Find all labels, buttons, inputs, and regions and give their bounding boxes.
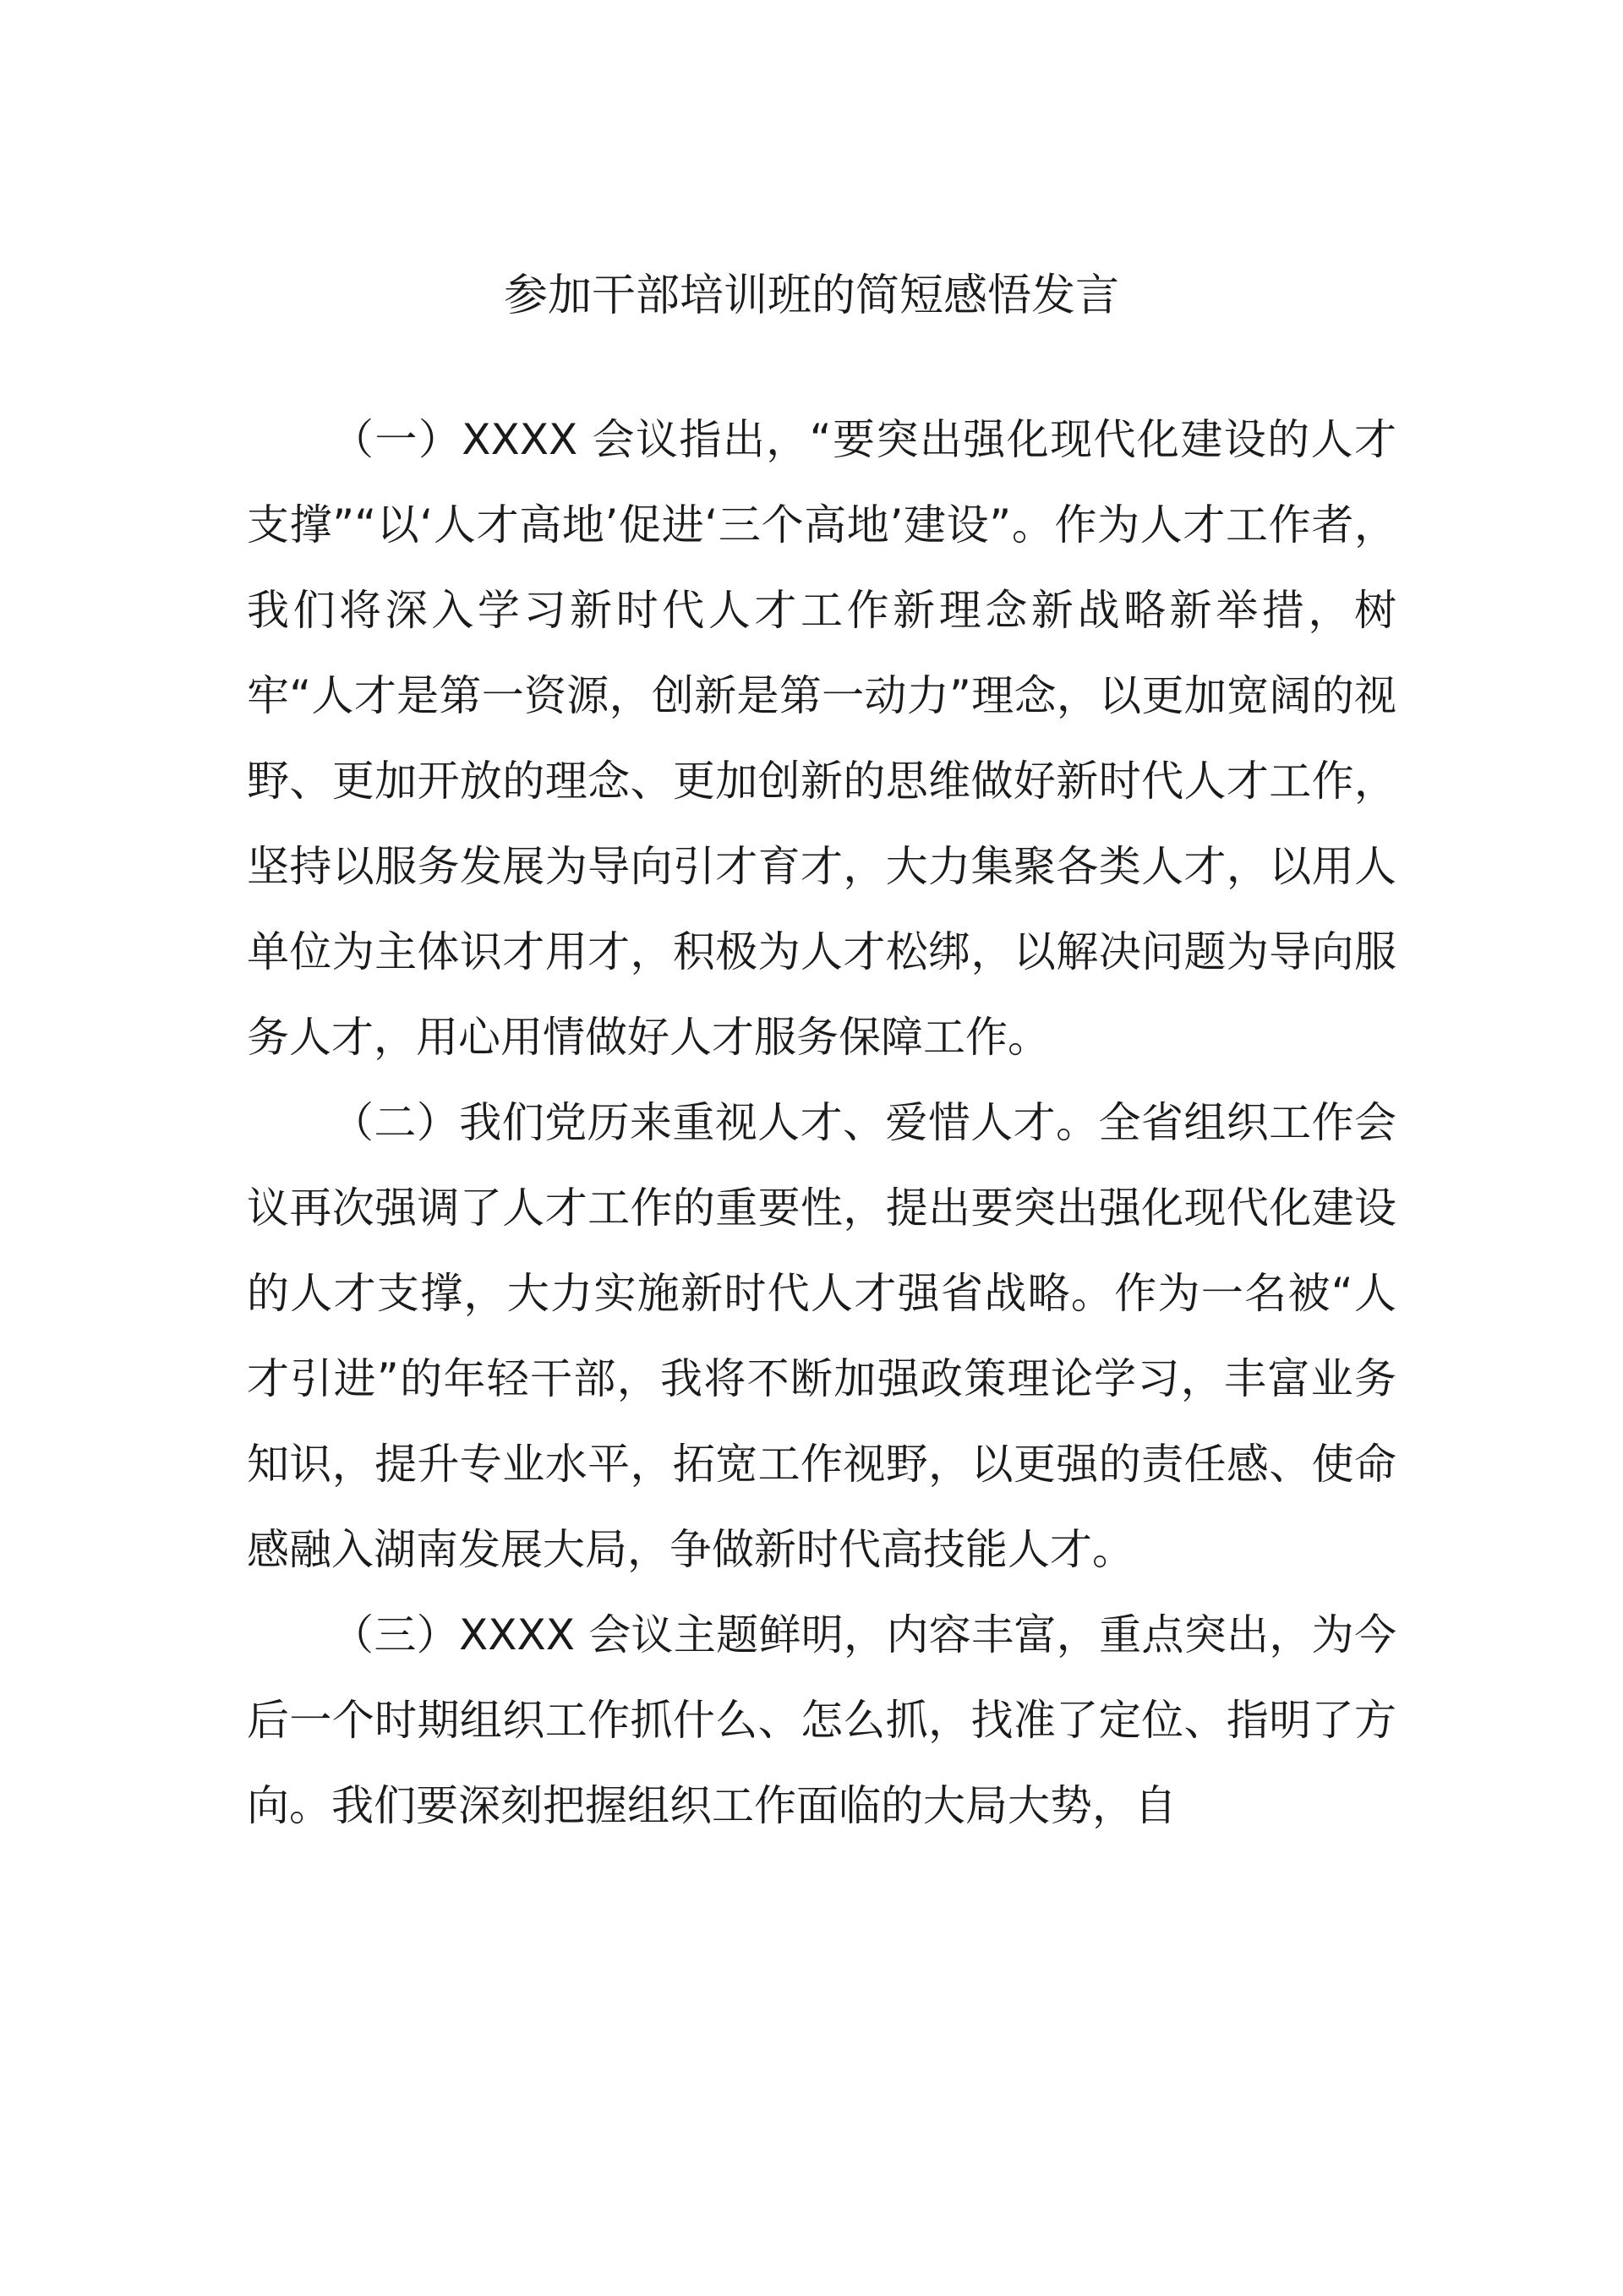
document-title: 参加干部培训班的简短感悟发言	[503, 271, 1119, 321]
paragraph-2: （二）我们党历来重视人才、爱惜人才。全省组织工作会议再次强调了人才工作的重要性，提出要突出强化现代化建设的人才支撑，大力实施新时代人才强省战略。作为一名被“人才引进”的年轻干部，我将不断加强政策理论学习，丰富业务知识，提升专业水平，拓宽工作视野，以更强的责任感、使命感融入湖南发展大局，争做新时代高技能人才。	[247, 1098, 1396, 1574]
document-body	[247, 397, 1396, 1849]
paragraph-3: （三）XXXX 会议主题鲜明，内容丰富，重点突出，为今后一个时期组织工作抓什么、怎么抓，找准了定位、指明了方向。我们要深刻把握组织工作面临的大局大势，自	[247, 1610, 1396, 1830]
paragraph-1: （一）XXXX 会议指出，“要突出强化现代化建设的人才支撑”“以‘人才高地’促进‘三个高地’建设”。作为人才工作者，我们将深入学习新时代人才工作新理念新战略新举措，树牢“人才是第一资源，创新是第一动力”理念，以更加宽阔的视野、更加开放的理念、更加创新的思维做好新时代人才工作，坚持以服务发展为导向引才育才，大力集聚各类人才，以用人单位为主体识才用才，积极为人才松绑，以解决问题为导向服务人才，用心用情做好人才服务保障工作。	[247, 415, 1396, 1062]
